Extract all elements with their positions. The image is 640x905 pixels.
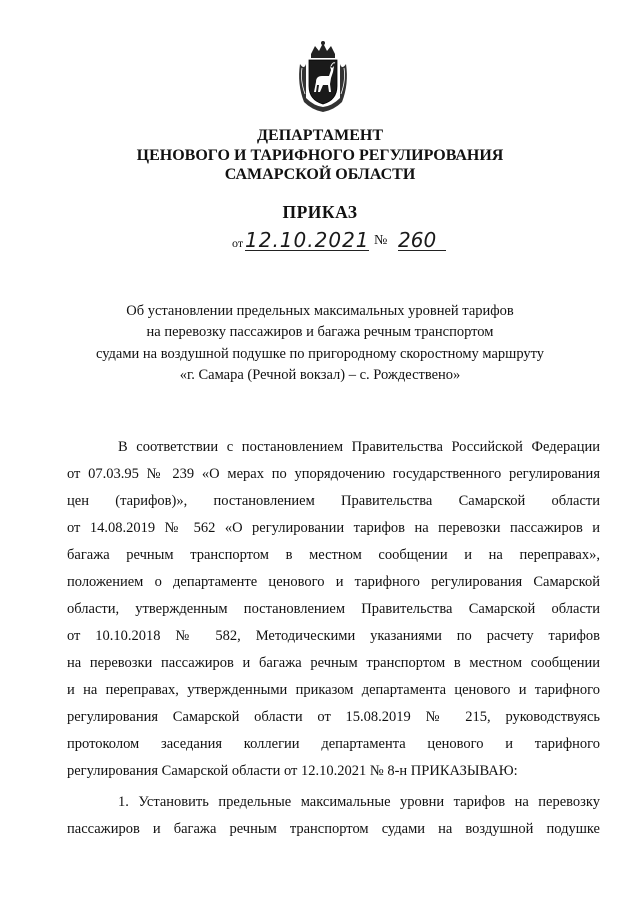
department-line-1: ДЕПАРТАМЕНТ [257,127,383,144]
body-p1-line-10: и на переправах, утвержденными приказом департамента ценового и тарифного [67,682,600,698]
body-p1-line-5: багажа речным транспортом в местном сообщении и на переправах», [67,547,600,563]
order-date: 12.10.2021 [245,228,370,252]
subject-line-3: судами на воздушной подушке по пригородному скоростному маршруту [95,346,545,362]
department-line-2: ЦЕНОВОГО И ТАРИФНОГО РЕГУЛИРОВАНИЯ [136,147,504,164]
subject-line-2: на перевозку пассажиров и багажа речным транспортом [146,324,494,340]
date-prefix: от [232,236,244,250]
body-p1-line-12: протоколом заседания коллегии департамента ценового и тарифного [67,736,600,752]
order-title: ПРИКАЗ [282,202,358,222]
body-p1-line-4: от 14.08.2019 № 562 «О регулировании тарифов на перевозки пассажиров и [67,520,600,536]
body-p1-line-6: положением о департаменте ценового и тарифного регулирования Самарской [67,574,600,590]
body-p1-line-3: цен (тарифов)», постановлением Правительства Самарской области [67,493,600,509]
subject-line-4: «г. Самара (Речной вокзал) – с. Рождествено» [179,367,461,383]
department-line-3: САМАРСКОЙ ОБЛАСТИ [224,166,416,183]
number-prefix: № [374,233,388,248]
body-p2-line-2: пассажиров и багажа речным транспортом судами на воздушной подушке [67,821,600,837]
body-p2-line-1: 1. Установить предельные максимальные уровни тарифов на перевозку [118,794,600,810]
body-p1-line-1: В соответствии с постановлением Правительства Российской Федерации [118,439,600,455]
subject-line-1: Об установлении предельных максимальных уровней тарифов [126,303,514,319]
order-number: 260 [398,228,446,251]
body-p1-line-8: от 10.10.2018 № 582, Методическими указаниями по расчету тарифов [67,628,600,644]
body-p1-line-9: на перевозки пассажиров и багажа речным транспортом в местном сообщении [67,655,600,671]
body-p1-line-2: от 07.03.95 № 239 «О мерах по упорядочению государственного регулирования [67,466,600,482]
body-p1-line-7: области, утвержденным постановлением Правительства Самарской области [67,601,600,617]
coat-of-arms-emblem [296,40,350,114]
order-date-number-line [232,228,452,254]
body-p1-line-11: регулирования Самарской области от 15.08.2019 № 215, руководствуясь [67,709,600,725]
body-p1-line-13: регулирования Самарской области от 12.10.2021 № 8-н ПРИКАЗЫВАЮ: [67,763,518,779]
